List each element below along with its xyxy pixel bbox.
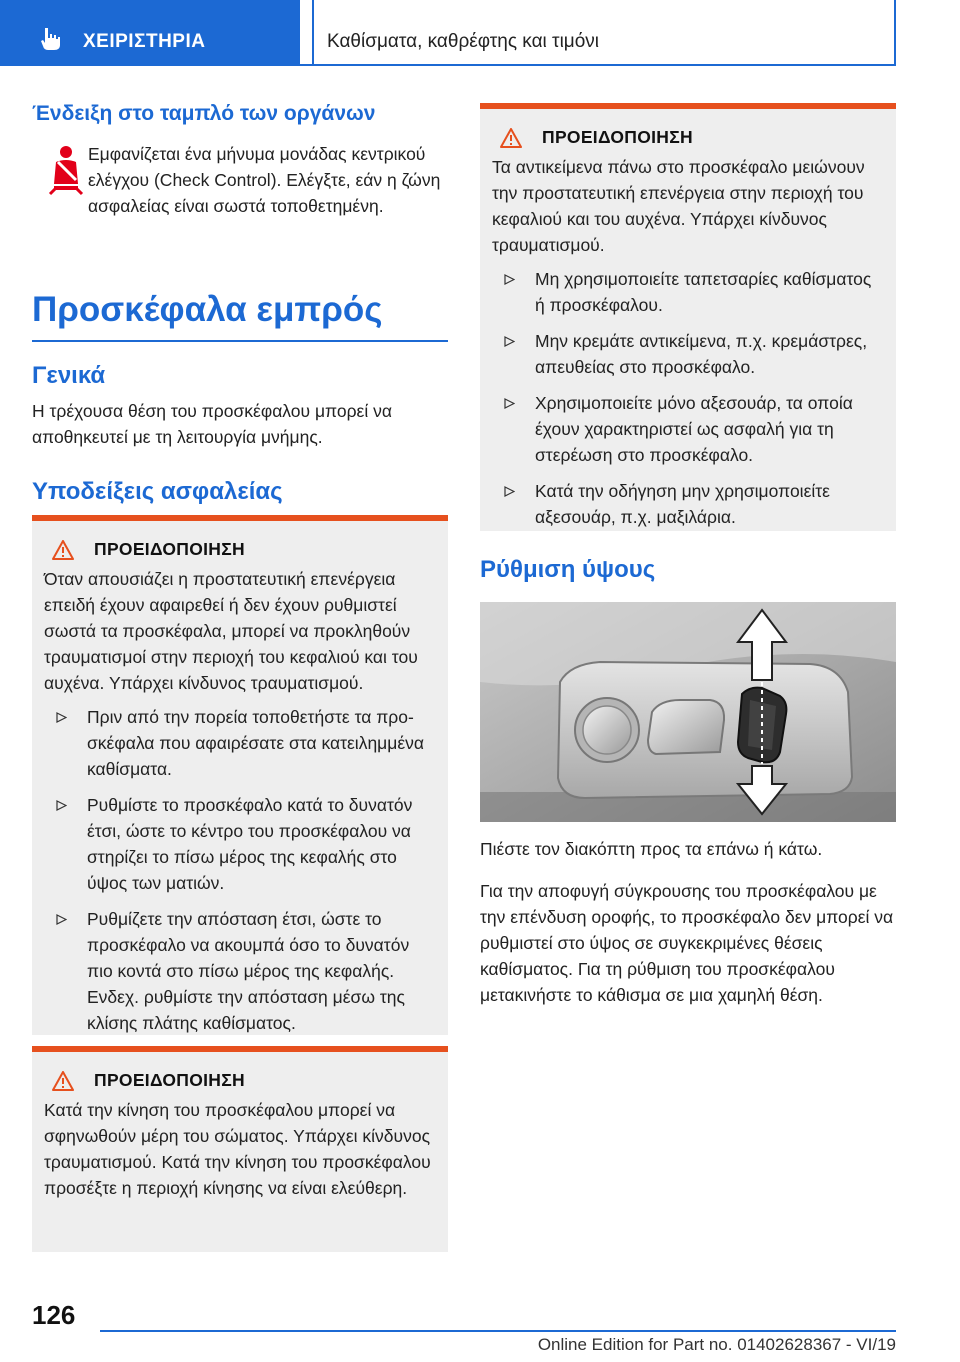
list-item-text: Κατά την οδήγηση μην χρησιμοποιείτε αξεσουάρ, π.χ. μαξιλάρια. (535, 481, 830, 527)
footer-rule (100, 1330, 896, 1332)
height-instruction: Πιέστε τον διακόπτη προς τα επάνω ή κάτω. (480, 839, 823, 859)
safety-heading: Υποδείξεις ασφαλείας (32, 478, 283, 505)
hand-icon (38, 26, 64, 52)
list-item-text: Ρυθμίζετε την απόσταση έτσι, ώστε το προσκέφαλο να ακουμπά όσο το δυνατόν πιο κοντά στο πίσω μέρος της κεφαλής. Ενδεχ. ρυθμίστε την απόσταση μέσω της κλίσης πλάτης καθίσματος. (87, 909, 410, 1033)
bullet-triangle-icon (504, 274, 515, 285)
height-heading: Ρύθμιση ύψους (480, 556, 656, 583)
indicator-heading: Ένδειξη στο ταμπλό των οργάνων (32, 102, 376, 125)
general-text: Η τρέχουσα θέση του προσκέφαλου μπορεί να αποθηκευτεί με τη λειτουργία μνήμης. (32, 401, 392, 447)
bullet-triangle-icon (56, 712, 67, 723)
warning-label: ΠΡΟΕΙΔΟΠΟΙΗΣΗ (94, 1070, 245, 1090)
warning-box-2 (32, 1046, 448, 1252)
bullet-triangle-icon (504, 336, 515, 347)
chapter-tab[interactable] (0, 0, 300, 66)
warning-text: Τα αντικείμενα πάνω στο προσκέφαλο μειώνουν την προστατευτική επενέργεια στην περιοχή του κεφαλιού και του αυχένα. Υπάρχει κίνδυνος τραυματισμού. (492, 157, 865, 255)
chapter-tab-label: ΧΕΙΡΙΣΤΗΡΙΑ (83, 31, 206, 52)
section-title: Καθίσματα, καθρέφτης και τιμόνι (327, 31, 600, 52)
warning-header (44, 539, 436, 560)
heading-rule (32, 340, 448, 342)
warning-triangle-icon (52, 540, 74, 560)
list-item (44, 704, 436, 782)
list-item (44, 906, 436, 1036)
general-heading: Γενικά (32, 362, 106, 389)
warning-box-1 (32, 515, 448, 1035)
headrests-heading: Προσκέφαλα εμπρός (32, 290, 383, 329)
list-item (492, 328, 884, 380)
bullet-triangle-icon (504, 398, 515, 409)
bullet-triangle-icon (504, 486, 515, 497)
warning-triangle-icon (500, 128, 522, 148)
warning-list (44, 704, 436, 1036)
header-underline (300, 64, 896, 66)
bullet-triangle-icon (56, 914, 67, 925)
page-number: 126 (32, 1300, 76, 1330)
seatbelt-warning-icon (46, 144, 86, 200)
warning-text: Κατά την κίνηση του προσκέφαλου μπορεί να σφηνωθούν μέρη του σώματος. Υπάρχει κίνδυνος τραυματισμού. Κατά την κίνηση του προσκέφαλου προσέξτε η περιοχή κίνησης να είναι ελεύθερη. (44, 1100, 431, 1198)
edition-note: Online Edition for Part no. 01402628367 - VI/19 (537, 1335, 896, 1354)
height-note: Για την αποφυγή σύγκρουσης του προσκέφαλου με την επένδυση οροφής, το προσκέφαλο δεν μπορεί να ρυθμιστεί στο ύψος σε συγκεκριμένες θέσεις καθίσματος. Για τη ρύθμιση του προσκέφαλου μετακινήστε το κάθισμα σε μια χαμηλή θέση. (480, 881, 894, 1005)
indicator-paragraph (32, 141, 448, 219)
list-item-text: Μην κρεμάτε αντικείμενα, π.χ. κρεμάστρες, απευθείας στο προσκέφαλο. (535, 331, 868, 377)
warning-header (492, 127, 884, 148)
list-item-text: Πριν από την πορεία τοποθετήστε τα προσκέφαλα που αφαιρέσατε στα κατειλημμένα καθίσματα. (87, 707, 425, 779)
indicator-text: Εμφανίζεται ένα μήνυμα μονάδας κεντρικού ελέγχου (Check Control). Ελέγξτε, εάν η ζώνη ασφαλείας είναι σωστά τοποθετημένη. (88, 144, 441, 216)
warning-triangle-icon (52, 1071, 74, 1091)
list-item-text: Ρυθμίστε το προσκέφαλο κατά το δυνατόν έτσι, ώστε το κέντρο του προσκέφαλου να στηρίζει το πίσω μέρος της κεφαλής στο ύψος των ματιών. (87, 795, 413, 893)
list-item-text: Χρησιμοποιείτε μόνο αξεσουάρ, τα οποία έχουν χαρακτηριστεί ως ασφαλή για τη στερέωση στο προσκέφαλο. (535, 393, 853, 465)
header-divider (312, 0, 314, 66)
seat-switch-photo (480, 602, 896, 822)
bullet-triangle-icon (56, 800, 67, 811)
list-item-text: Μη χρησιμοποιείτε ταπετσαρίες καθίσματος ή προσκέφαλου. (535, 269, 872, 315)
header-divider-right (894, 0, 896, 66)
list-item (492, 266, 884, 318)
warning-text: Όταν απουσιάζει η προστατευτική επενέργεια επειδή έχουν αφαιρεθεί ή δεν έχουν ρυθμιστεί σωστά τα προσκέφαλα, μπορεί να προκληθούν τραυματισμοί στην περιοχή του κεφαλιού και του αυχένα. Υπάρχει κίνδυνος τραυματισμού. (44, 569, 418, 693)
warning-box-3 (480, 103, 896, 531)
list-item (492, 390, 884, 468)
warning-label: ΠΡΟΕΙΔΟΠΟΙΗΣΗ (94, 539, 245, 559)
warning-list (492, 266, 884, 530)
list-item (492, 478, 884, 530)
warning-header (44, 1070, 436, 1091)
warning-label: ΠΡΟΕΙΔΟΠΟΙΗΣΗ (542, 127, 693, 147)
list-item (44, 792, 436, 896)
